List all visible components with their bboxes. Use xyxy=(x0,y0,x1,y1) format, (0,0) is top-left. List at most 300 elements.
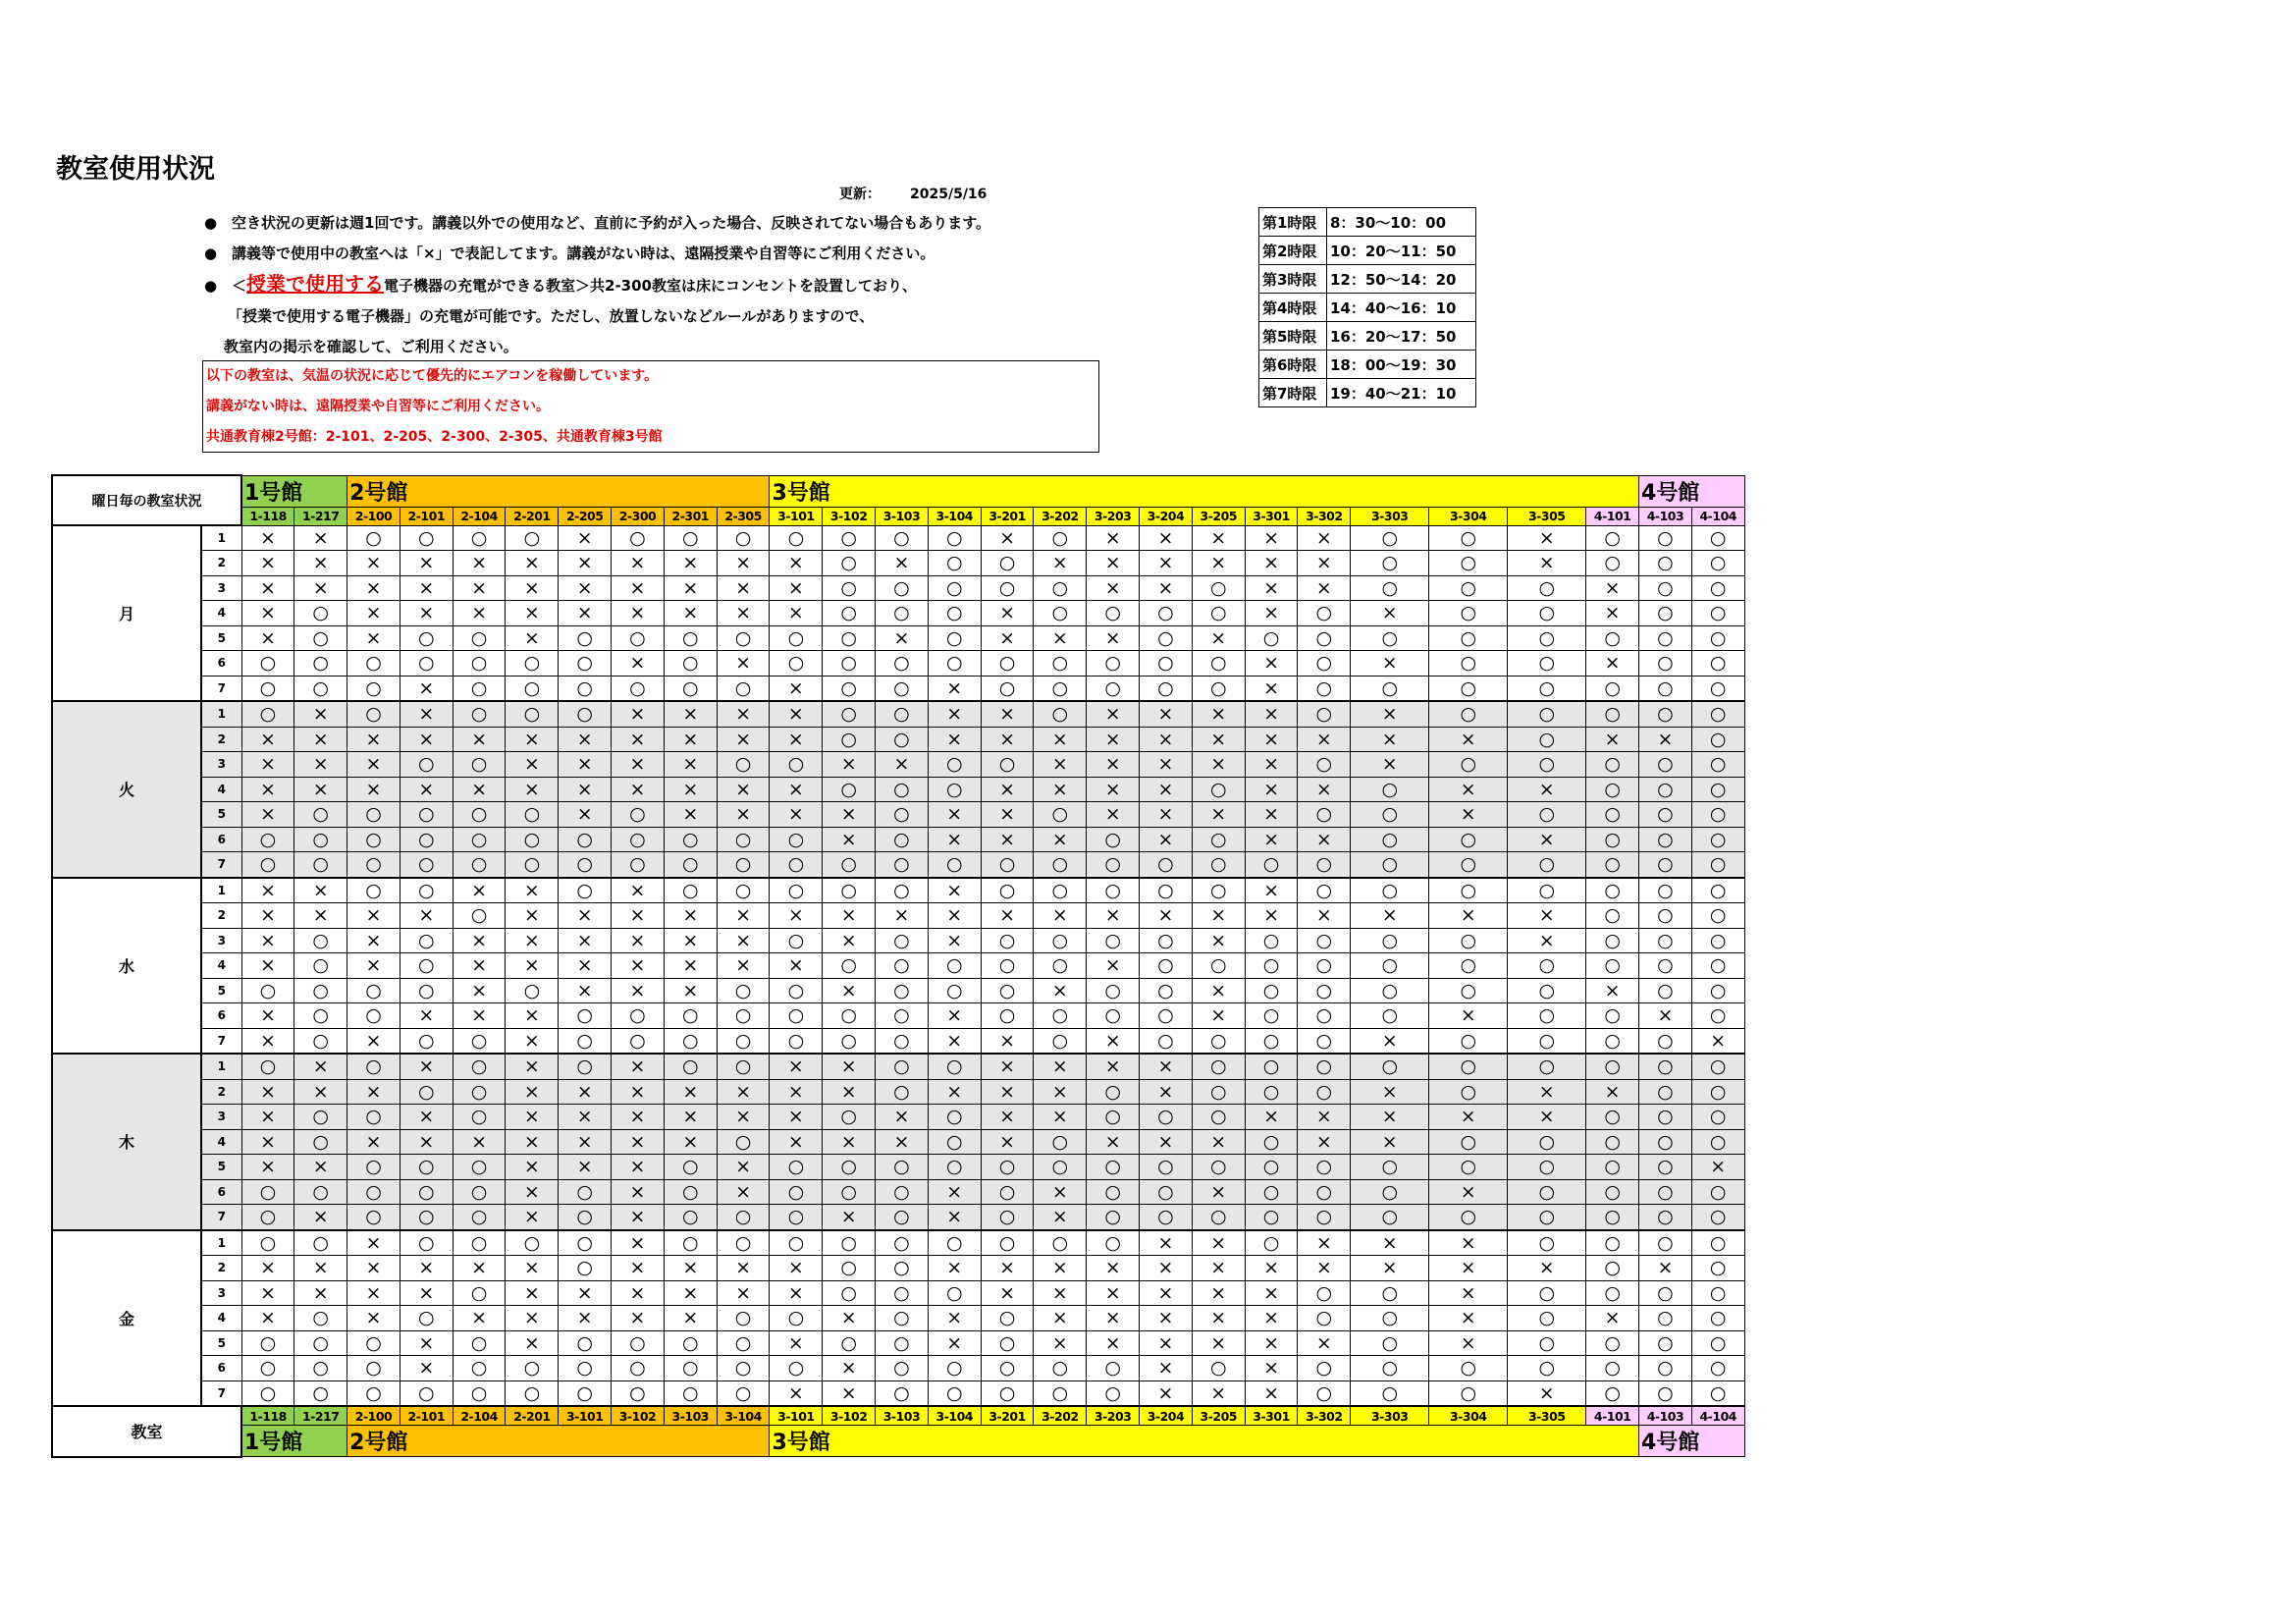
in-use-mark: × xyxy=(453,928,506,953)
available-mark: ○ xyxy=(612,1380,665,1406)
in-use-mark: × xyxy=(612,575,665,601)
available-mark: ○ xyxy=(1429,525,1508,551)
in-use-mark: × xyxy=(612,1155,665,1180)
in-use-mark: × xyxy=(1034,1306,1087,1331)
room-code: 2-305 xyxy=(717,507,770,525)
in-use-mark: × xyxy=(612,978,665,1003)
available-mark: ○ xyxy=(823,625,876,651)
building-header: 3号館 xyxy=(770,475,1639,507)
available-mark: ○ xyxy=(876,928,929,953)
in-use-mark: × xyxy=(1245,551,1298,576)
in-use-mark: × xyxy=(717,1155,770,1180)
available-mark: ○ xyxy=(347,978,400,1003)
available-mark: ○ xyxy=(453,1205,506,1230)
available-mark: ○ xyxy=(1245,1129,1298,1155)
in-use-mark: × xyxy=(1087,1330,1140,1356)
available-mark: ○ xyxy=(823,651,876,677)
available-mark: ○ xyxy=(1586,1179,1639,1205)
note-3: ● ＜授業で使用する電子機器の充電ができる教室＞共2-300教室は床にコンセントを設置しており、 xyxy=(204,269,990,301)
available-mark: ○ xyxy=(1298,752,1351,778)
in-use-mark: × xyxy=(1192,1280,1245,1306)
available-mark: ○ xyxy=(1639,1105,1692,1130)
available-mark: ○ xyxy=(453,651,506,677)
in-use-mark: × xyxy=(770,1256,823,1281)
available-mark: ○ xyxy=(1508,878,1586,903)
available-mark: ○ xyxy=(876,1003,929,1029)
available-mark: ○ xyxy=(1429,651,1508,677)
available-mark: ○ xyxy=(717,1054,770,1079)
available-mark: ○ xyxy=(717,852,770,878)
available-mark: ○ xyxy=(506,676,559,701)
available-mark: ○ xyxy=(823,1003,876,1029)
in-use-mark: × xyxy=(1140,575,1193,601)
in-use-mark: × xyxy=(1192,1003,1245,1029)
in-use-mark: × xyxy=(241,601,294,626)
in-use-mark: × xyxy=(241,727,294,752)
available-mark: ○ xyxy=(347,1356,400,1381)
available-mark: ○ xyxy=(1140,1105,1193,1130)
in-use-mark: × xyxy=(241,802,294,828)
available-mark: ○ xyxy=(1351,1330,1429,1356)
available-mark: ○ xyxy=(400,1179,453,1205)
period-number: 5 xyxy=(201,1330,241,1356)
building-header: 2号館 xyxy=(347,475,770,507)
available-mark: ○ xyxy=(1586,625,1639,651)
available-mark: ○ xyxy=(1508,676,1586,701)
available-mark: ○ xyxy=(559,827,612,852)
available-mark: ○ xyxy=(506,651,559,677)
in-use-mark: × xyxy=(1140,551,1193,576)
in-use-mark: × xyxy=(400,701,453,727)
in-use-mark: × xyxy=(717,1105,770,1130)
available-mark: ○ xyxy=(981,752,1034,778)
available-mark: ○ xyxy=(241,978,294,1003)
in-use-mark: × xyxy=(400,1330,453,1356)
in-use-mark: × xyxy=(717,1179,770,1205)
available-mark: ○ xyxy=(664,1054,717,1079)
schedule-row xyxy=(52,1356,1744,1381)
period-row xyxy=(1259,237,1476,265)
room-code: 3-102 xyxy=(823,507,876,525)
available-mark: ○ xyxy=(347,852,400,878)
in-use-mark: × xyxy=(241,1256,294,1281)
available-mark: ○ xyxy=(664,1330,717,1356)
in-use-mark: × xyxy=(981,827,1034,852)
in-use-mark: × xyxy=(770,575,823,601)
available-mark: ○ xyxy=(506,978,559,1003)
in-use-mark: × xyxy=(453,777,506,802)
bullet-icon: ● xyxy=(204,214,218,232)
period-number: 5 xyxy=(201,978,241,1003)
available-mark: ○ xyxy=(823,1330,876,1356)
highlight-text: 授業で使用する xyxy=(246,272,385,296)
available-mark: ○ xyxy=(1034,525,1087,551)
in-use-mark: × xyxy=(294,777,347,802)
available-mark: ○ xyxy=(1508,978,1586,1003)
room-code: 3-104 xyxy=(717,1406,770,1426)
available-mark: ○ xyxy=(1298,1306,1351,1331)
in-use-mark: × xyxy=(1586,1079,1639,1105)
in-use-mark: × xyxy=(241,525,294,551)
period-number: 1 xyxy=(201,701,241,727)
available-mark: ○ xyxy=(1639,777,1692,802)
available-mark: ○ xyxy=(1691,852,1744,878)
available-mark: ○ xyxy=(1298,1280,1351,1306)
available-mark: ○ xyxy=(453,701,506,727)
available-mark: ○ xyxy=(559,1028,612,1054)
available-mark: ○ xyxy=(347,1003,400,1029)
period-number: 3 xyxy=(201,1280,241,1306)
available-mark: ○ xyxy=(1351,1054,1429,1079)
room-code: 3-203 xyxy=(1087,507,1140,525)
in-use-mark: × xyxy=(823,752,876,778)
available-mark: ○ xyxy=(347,651,400,677)
available-mark: ○ xyxy=(823,575,876,601)
in-use-mark: × xyxy=(664,752,717,778)
schedule-row xyxy=(52,1205,1744,1230)
in-use-mark: × xyxy=(823,827,876,852)
in-use-mark: × xyxy=(241,903,294,929)
in-use-mark: × xyxy=(506,551,559,576)
available-mark: ○ xyxy=(294,928,347,953)
available-mark: ○ xyxy=(823,1280,876,1306)
available-mark: ○ xyxy=(1087,827,1140,852)
in-use-mark: × xyxy=(241,878,294,903)
available-mark: ○ xyxy=(1586,1105,1639,1130)
in-use-mark: × xyxy=(612,928,665,953)
building-footer: 3号館 xyxy=(770,1426,1639,1457)
available-mark: ○ xyxy=(823,878,876,903)
in-use-mark: × xyxy=(347,1028,400,1054)
in-use-mark: × xyxy=(823,1356,876,1381)
available-mark: ○ xyxy=(612,852,665,878)
in-use-mark: × xyxy=(876,625,929,651)
available-mark: ○ xyxy=(1351,827,1429,852)
in-use-mark: × xyxy=(1429,1256,1508,1281)
available-mark: ○ xyxy=(981,953,1034,979)
in-use-mark: × xyxy=(876,903,929,929)
available-mark: ○ xyxy=(876,1306,929,1331)
available-mark: ○ xyxy=(1298,978,1351,1003)
in-use-mark: × xyxy=(1087,1280,1140,1306)
available-mark: ○ xyxy=(1140,1179,1193,1205)
available-mark: ○ xyxy=(1691,676,1744,701)
schedule-row xyxy=(52,1306,1744,1331)
available-mark: ○ xyxy=(1351,1380,1429,1406)
room-code: 3-304 xyxy=(1429,507,1508,525)
available-mark: ○ xyxy=(559,1205,612,1230)
available-mark: ○ xyxy=(1298,1179,1351,1205)
in-use-mark: × xyxy=(1586,651,1639,677)
available-mark: ○ xyxy=(1639,978,1692,1003)
in-use-mark: × xyxy=(400,777,453,802)
in-use-mark: × xyxy=(1140,1330,1193,1356)
available-mark: ○ xyxy=(823,676,876,701)
in-use-mark: × xyxy=(717,1280,770,1306)
in-use-mark: × xyxy=(1087,802,1140,828)
in-use-mark: × xyxy=(347,575,400,601)
in-use-mark: × xyxy=(1429,1003,1508,1029)
in-use-mark: × xyxy=(612,752,665,778)
available-mark: ○ xyxy=(347,1179,400,1205)
available-mark: ○ xyxy=(347,525,400,551)
available-mark: ○ xyxy=(1691,752,1744,778)
available-mark: ○ xyxy=(1691,1356,1744,1381)
available-mark: ○ xyxy=(1087,1179,1140,1205)
in-use-mark: × xyxy=(1691,1155,1744,1180)
in-use-mark: × xyxy=(294,1256,347,1281)
available-mark: ○ xyxy=(1586,1129,1639,1155)
in-use-mark: × xyxy=(664,1129,717,1155)
available-mark: ○ xyxy=(1034,676,1087,701)
available-mark: ○ xyxy=(400,1205,453,1230)
in-use-mark: × xyxy=(1034,1256,1087,1281)
available-mark: ○ xyxy=(1298,1380,1351,1406)
in-use-mark: × xyxy=(1034,1054,1087,1079)
in-use-mark: × xyxy=(664,953,717,979)
in-use-mark: × xyxy=(294,1054,347,1079)
in-use-mark: × xyxy=(823,1054,876,1079)
available-mark: ○ xyxy=(1691,525,1744,551)
available-mark: ○ xyxy=(453,1028,506,1054)
available-mark: ○ xyxy=(506,1356,559,1381)
available-mark: ○ xyxy=(1351,551,1429,576)
room-code: 3-201 xyxy=(981,1406,1034,1426)
in-use-mark: × xyxy=(770,551,823,576)
in-use-mark: × xyxy=(294,1280,347,1306)
available-mark: ○ xyxy=(770,1230,823,1256)
available-mark: ○ xyxy=(664,1380,717,1406)
available-mark: ○ xyxy=(823,525,876,551)
available-mark: ○ xyxy=(294,651,347,677)
available-mark: ○ xyxy=(717,1028,770,1054)
in-use-mark: × xyxy=(347,752,400,778)
available-mark: ○ xyxy=(1691,802,1744,828)
available-mark: ○ xyxy=(294,1105,347,1130)
in-use-mark: × xyxy=(294,525,347,551)
in-use-mark: × xyxy=(717,1256,770,1281)
available-mark: ○ xyxy=(1691,601,1744,626)
available-mark: ○ xyxy=(1586,1356,1639,1381)
available-mark: ○ xyxy=(1298,601,1351,626)
available-mark: ○ xyxy=(981,1205,1034,1230)
in-use-mark: × xyxy=(1351,1256,1429,1281)
in-use-mark: × xyxy=(1508,1105,1586,1130)
period-number: 1 xyxy=(201,878,241,903)
available-mark: ○ xyxy=(981,852,1034,878)
room-code: 3-104 xyxy=(928,1406,981,1426)
period-name: 第2時限 xyxy=(1259,237,1327,265)
in-use-mark: × xyxy=(928,827,981,852)
in-use-mark: × xyxy=(294,1205,347,1230)
available-mark: ○ xyxy=(1298,1028,1351,1054)
available-mark: ○ xyxy=(347,1380,400,1406)
available-mark: ○ xyxy=(1140,676,1193,701)
available-mark: ○ xyxy=(1429,551,1508,576)
available-mark: ○ xyxy=(1087,1079,1140,1105)
available-mark: ○ xyxy=(1639,1230,1692,1256)
in-use-mark: × xyxy=(1298,777,1351,802)
available-mark: ○ xyxy=(1691,551,1744,576)
bullet-icon: ● xyxy=(204,244,218,262)
period-name: 第3時限 xyxy=(1259,265,1327,294)
in-use-mark: × xyxy=(1140,701,1193,727)
available-mark: ○ xyxy=(612,1330,665,1356)
available-mark: ○ xyxy=(1429,676,1508,701)
room-code: 3-302 xyxy=(1298,1406,1351,1426)
available-mark: ○ xyxy=(1691,1054,1744,1079)
available-mark: ○ xyxy=(1192,1028,1245,1054)
day-label: 金 xyxy=(52,1230,201,1407)
available-mark: ○ xyxy=(1691,903,1744,929)
available-mark: ○ xyxy=(1087,601,1140,626)
available-mark: ○ xyxy=(928,852,981,878)
available-mark: ○ xyxy=(1691,827,1744,852)
in-use-mark: × xyxy=(1586,1306,1639,1331)
in-use-mark: × xyxy=(717,727,770,752)
available-mark: ○ xyxy=(928,575,981,601)
available-mark: ○ xyxy=(1639,1179,1692,1205)
in-use-mark: × xyxy=(1034,625,1087,651)
in-use-mark: × xyxy=(981,802,1034,828)
available-mark: ○ xyxy=(1508,1306,1586,1331)
in-use-mark: × xyxy=(612,651,665,677)
available-mark: ○ xyxy=(1298,625,1351,651)
room-code: 2-101 xyxy=(400,1406,453,1426)
in-use-mark: × xyxy=(1298,1129,1351,1155)
available-mark: ○ xyxy=(1087,1380,1140,1406)
schedule-row xyxy=(52,1179,1744,1205)
available-mark: ○ xyxy=(823,1028,876,1054)
in-use-mark: × xyxy=(1298,551,1351,576)
available-mark: ○ xyxy=(664,1003,717,1029)
in-use-mark: × xyxy=(1586,601,1639,626)
in-use-mark: × xyxy=(347,1256,400,1281)
available-mark: ○ xyxy=(770,1179,823,1205)
in-use-mark: × xyxy=(1087,752,1140,778)
available-mark: ○ xyxy=(876,953,929,979)
in-use-mark: × xyxy=(1351,1028,1429,1054)
available-mark: ○ xyxy=(1351,777,1429,802)
in-use-mark: × xyxy=(1087,777,1140,802)
available-mark: ○ xyxy=(1429,1028,1508,1054)
in-use-mark: × xyxy=(1192,1230,1245,1256)
in-use-mark: × xyxy=(981,601,1034,626)
available-mark: ○ xyxy=(1351,1179,1429,1205)
schedule-row xyxy=(52,651,1744,677)
bullet-icon: ● xyxy=(204,277,218,295)
available-mark: ○ xyxy=(1508,802,1586,828)
in-use-mark: × xyxy=(559,1079,612,1105)
schedule-row xyxy=(52,1105,1744,1130)
in-use-mark: × xyxy=(928,1306,981,1331)
available-mark: ○ xyxy=(1351,1155,1429,1180)
available-mark: ○ xyxy=(1639,601,1692,626)
available-mark: ○ xyxy=(823,1105,876,1130)
available-mark: ○ xyxy=(1639,928,1692,953)
available-mark: ○ xyxy=(981,1179,1034,1205)
available-mark: ○ xyxy=(1508,727,1586,752)
available-mark: ○ xyxy=(1691,928,1744,953)
in-use-mark: × xyxy=(1192,978,1245,1003)
available-mark: ○ xyxy=(928,953,981,979)
available-mark: ○ xyxy=(559,1380,612,1406)
schedule-row xyxy=(52,575,1744,601)
in-use-mark: × xyxy=(506,953,559,979)
available-mark: ○ xyxy=(241,1205,294,1230)
available-mark: ○ xyxy=(1034,1129,1087,1155)
available-mark: ○ xyxy=(928,978,981,1003)
available-mark: ○ xyxy=(823,727,876,752)
in-use-mark: × xyxy=(506,727,559,752)
available-mark: ○ xyxy=(1245,1205,1298,1230)
in-use-mark: × xyxy=(928,676,981,701)
available-mark: ○ xyxy=(241,1054,294,1079)
available-mark: ○ xyxy=(928,777,981,802)
available-mark: ○ xyxy=(1691,651,1744,677)
available-mark: ○ xyxy=(612,802,665,828)
available-mark: ○ xyxy=(1508,752,1586,778)
in-use-mark: × xyxy=(612,878,665,903)
available-mark: ○ xyxy=(241,827,294,852)
available-mark: ○ xyxy=(1508,953,1586,979)
period-time: 8：30～10：00 xyxy=(1327,208,1476,237)
schedule-row xyxy=(52,625,1744,651)
available-mark: ○ xyxy=(928,1155,981,1180)
available-mark: ○ xyxy=(1639,651,1692,677)
period-time: 19：40～21：10 xyxy=(1327,379,1476,407)
available-mark: ○ xyxy=(876,1054,929,1079)
in-use-mark: × xyxy=(612,1179,665,1205)
in-use-mark: × xyxy=(1245,525,1298,551)
available-mark: ○ xyxy=(1351,575,1429,601)
available-mark: ○ xyxy=(1639,953,1692,979)
room-code: 1-118 xyxy=(241,507,294,525)
schedule-row xyxy=(52,1079,1744,1105)
in-use-mark: × xyxy=(400,1054,453,1079)
room-code: 3-103 xyxy=(876,1406,929,1426)
in-use-mark: × xyxy=(1034,727,1087,752)
available-mark: ○ xyxy=(1639,878,1692,903)
in-use-mark: × xyxy=(400,1256,453,1281)
available-mark: ○ xyxy=(823,601,876,626)
in-use-mark: × xyxy=(717,551,770,576)
available-mark: ○ xyxy=(928,1280,981,1306)
available-mark: ○ xyxy=(1192,1079,1245,1105)
in-use-mark: × xyxy=(664,601,717,626)
in-use-mark: × xyxy=(928,727,981,752)
in-use-mark: × xyxy=(1034,1205,1087,1230)
in-use-mark: × xyxy=(876,1129,929,1155)
in-use-mark: × xyxy=(559,1155,612,1180)
period-number: 2 xyxy=(201,551,241,576)
in-use-mark: × xyxy=(400,727,453,752)
available-mark: ○ xyxy=(1245,1230,1298,1256)
available-mark: ○ xyxy=(717,1230,770,1256)
available-mark: ○ xyxy=(400,953,453,979)
available-mark: ○ xyxy=(506,1380,559,1406)
room-code: 2-201 xyxy=(506,1406,559,1426)
in-use-mark: × xyxy=(1429,1330,1508,1356)
available-mark: ○ xyxy=(1508,625,1586,651)
in-use-mark: × xyxy=(612,601,665,626)
available-mark: ○ xyxy=(770,978,823,1003)
available-mark: ○ xyxy=(1508,1230,1586,1256)
available-mark: ○ xyxy=(294,625,347,651)
in-use-mark: × xyxy=(506,1280,559,1306)
room-code: 3-203 xyxy=(1087,1406,1140,1426)
in-use-mark: × xyxy=(770,1380,823,1406)
